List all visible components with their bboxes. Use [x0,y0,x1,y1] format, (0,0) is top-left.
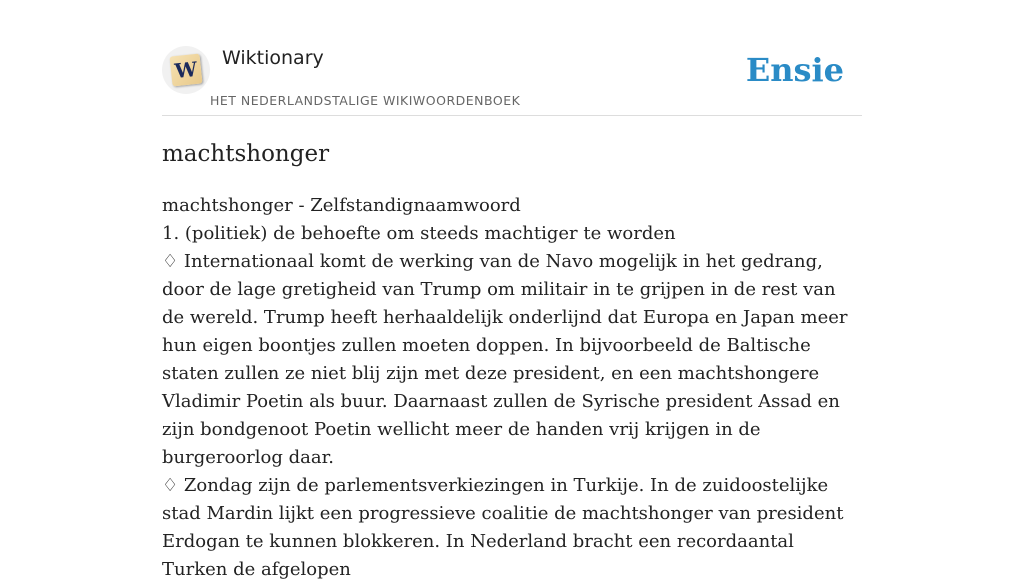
logo-letter: W [173,56,199,84]
site-header [162,0,862,116]
page-title: machtshonger [162,141,330,167]
entry-content [162,192,862,584]
site-name[interactable]: Wiktionary [222,47,324,69]
site-subtitle: HET NEDERLANDSTALIGE WIKIWOORDENBOEK [210,93,521,108]
ensie-brand-link[interactable]: Ensie [745,51,844,89]
page [162,0,862,580]
example-sentence: ♢ Internationaal komt de werking van de Navo mogelijk in het gedrang, door de lage gretigheid van Trump om militair in te grijpen in de rest van de wereld. Trump heeft herhaaldelijk onderlijnd dat Europa en Japan meer hun eigen boontjes zullen moeten doppen. In bijvoorbeeld de Baltische staten zullen ze niet blij zijn met deze president, en een machtshongere Vladimir Poetin als buur. Daarnaast zullen de Syrische president Assad en zijn bondgenoot Poetin wellicht meer de handen vrij krijgen in de burgeroorlog daar. [162,251,848,468]
logo-tile [170,54,203,87]
example-sentence: ♢ Zondag zijn de parlementsverkiezingen in Turkije. In de zuidoostelijke stad Mardin lijkt een progressieve coalitie de machtshonger van president Erdogan te kunnen blokkeren. In Nederland bracht een recordaantal Turken de afgelopen [162,475,844,580]
word-class-line: machtshonger - Zelfstandignaamwoord [162,195,521,216]
wiktionary-logo-icon[interactable] [162,46,210,94]
definition: 1. (politiek) de behoefte om steeds machtiger te worden [162,223,676,244]
